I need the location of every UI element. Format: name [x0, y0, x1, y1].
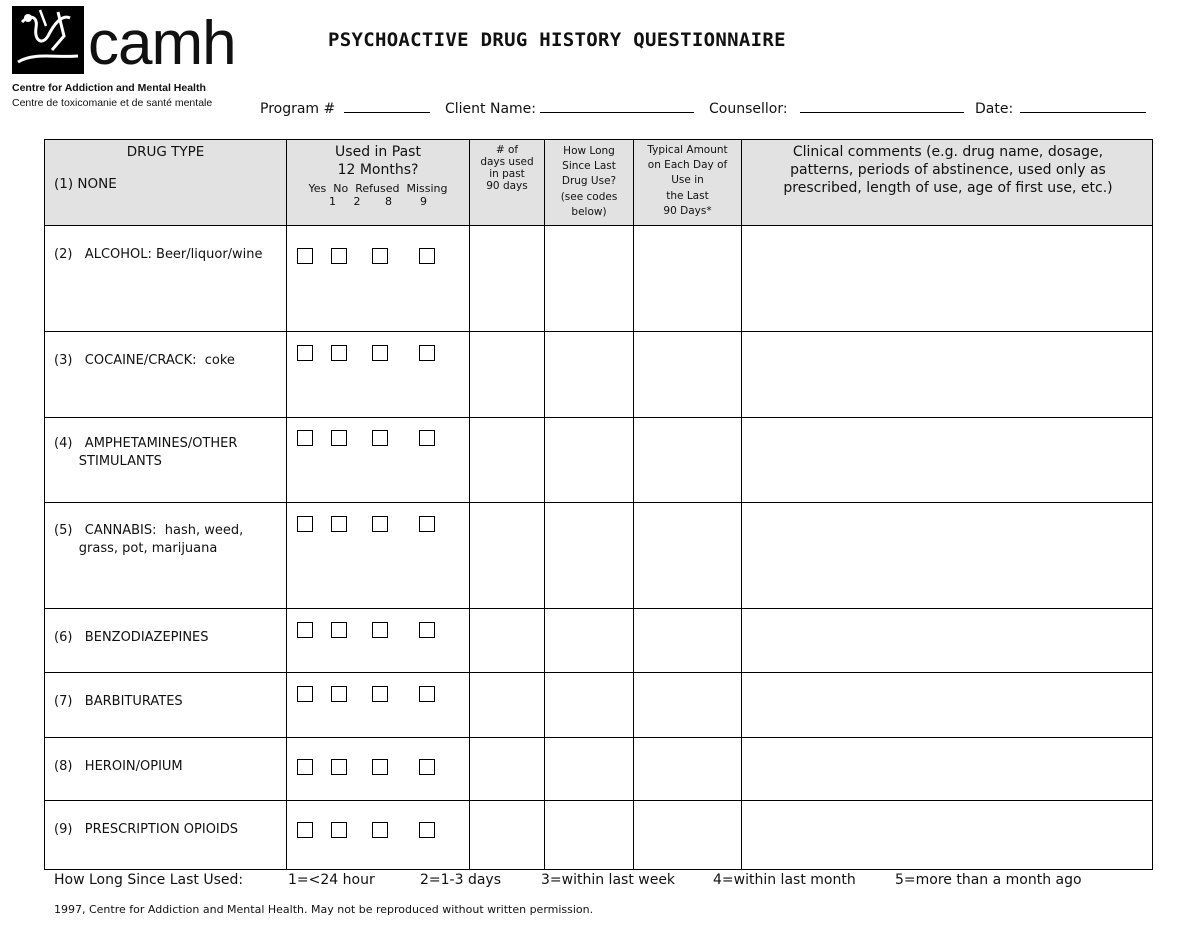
- checkbox-cocaine-refused[interactable]: [372, 345, 388, 361]
- header-used-codes: Yes No Refused Missing: [308, 182, 448, 195]
- row-label-amphetamines: (4) AMPHETAMINES/OTHER STIMULANTS: [54, 436, 238, 469]
- row-divider: [45, 331, 1152, 332]
- checkbox-heroin-refused[interactable]: [372, 759, 388, 775]
- header-used-past-12-months: [287, 144, 469, 210]
- header-how-long: How Long Since Last Drug Use? (see codes below): [560, 145, 618, 218]
- header-days-used: # of days used in past 90 days: [480, 144, 534, 193]
- checkbox-benzodiazepines-no[interactable]: [331, 622, 347, 638]
- camh-logo: [12, 6, 236, 112]
- row-divider: [45, 502, 1152, 503]
- row-divider: [45, 608, 1152, 609]
- checkbox-benzodiazepines-yes[interactable]: [297, 622, 313, 638]
- counsellor-field[interactable]: [709, 98, 964, 117]
- checkbox-prescription-opioids-missing[interactable]: [419, 822, 435, 838]
- program-label: Program #: [260, 101, 336, 117]
- checkbox-prescription-opioids-no[interactable]: [331, 822, 347, 838]
- header-used-line1: Used in Past: [335, 144, 421, 160]
- checkbox-amphetamines-no[interactable]: [331, 430, 347, 446]
- form-title: PSYCHOACTIVE DRUG HISTORY QUESTIONNAIRE: [328, 29, 786, 51]
- camh-wordmark: camh: [88, 9, 236, 78]
- checkbox-cocaine-no[interactable]: [331, 345, 347, 361]
- checkbox-barbiturates-no[interactable]: [331, 686, 347, 702]
- row-divider: [45, 672, 1152, 673]
- legend-code-5: 5=more than a month ago: [895, 872, 1082, 888]
- checkbox-alcohol-yes[interactable]: [297, 248, 313, 264]
- checkbox-cannabis-refused[interactable]: [372, 516, 388, 532]
- column-divider: [544, 140, 545, 869]
- header-used-code-numbers: 1 2 8 9: [329, 195, 427, 209]
- header-used-line2: 12 Months?: [337, 161, 419, 178]
- client-name-label: Client Name:: [445, 101, 536, 117]
- counsellor-label: Counsellor:: [709, 101, 788, 117]
- header-drug-type-label: DRUG TYPE: [126, 144, 205, 160]
- org-name-english: Centre for Addiction and Mental Health: [12, 82, 206, 94]
- client-name-field[interactable]: [445, 98, 694, 117]
- row-label-cocaine: (3) COCAINE/CRACK: coke: [54, 353, 235, 368]
- row-divider: [45, 417, 1152, 418]
- legend-code-1: 1=<24 hour: [288, 872, 375, 888]
- row-divider: [45, 225, 1152, 226]
- checkbox-barbiturates-missing[interactable]: [419, 686, 435, 702]
- row-label-heroin: (8) HEROIN/OPIUM: [54, 759, 183, 774]
- header-none-option: (1) NONE: [54, 175, 117, 192]
- checkbox-barbiturates-refused[interactable]: [372, 686, 388, 702]
- drug-history-table: [44, 139, 1153, 870]
- checkbox-alcohol-refused[interactable]: [372, 248, 388, 264]
- checkbox-alcohol-no[interactable]: [331, 248, 347, 264]
- copyright-notice: 1997, Centre for Addiction and Mental Health. May not be reproduced without written permission.: [54, 903, 594, 916]
- camh-logo-mark: [12, 6, 84, 74]
- checkbox-benzodiazepines-missing[interactable]: [419, 622, 435, 638]
- legend-code-3: 3=within last week: [541, 872, 676, 888]
- row-label-barbiturates: (7) BARBITURATES: [54, 694, 183, 709]
- checkbox-cocaine-missing[interactable]: [419, 345, 435, 361]
- column-divider: [286, 140, 287, 869]
- column-divider: [469, 140, 470, 869]
- checkbox-heroin-yes[interactable]: [297, 759, 313, 775]
- date-label: Date:: [975, 101, 1014, 117]
- org-name-french: Centre de toxicomanie et de santé mentale: [12, 97, 213, 109]
- row-divider: [45, 737, 1152, 738]
- row-label-alcohol: (2) ALCOHOL: Beer/liquor/wine: [54, 247, 263, 262]
- checkbox-amphetamines-missing[interactable]: [419, 430, 435, 446]
- checkbox-heroin-no[interactable]: [331, 759, 347, 775]
- counsellor-blank[interactable]: [800, 98, 964, 113]
- date-field[interactable]: [975, 98, 1146, 117]
- program-blank[interactable]: [344, 98, 430, 113]
- date-blank[interactable]: [1020, 98, 1146, 113]
- client-name-blank[interactable]: [540, 98, 694, 113]
- checkbox-alcohol-missing[interactable]: [419, 248, 435, 264]
- checkbox-cannabis-yes[interactable]: [297, 516, 313, 532]
- program-field[interactable]: [260, 98, 430, 117]
- checkbox-prescription-opioids-refused[interactable]: [372, 822, 388, 838]
- checkbox-amphetamines-refused[interactable]: [372, 430, 388, 446]
- checkbox-prescription-opioids-yes[interactable]: [297, 822, 313, 838]
- checkbox-cocaine-yes[interactable]: [297, 345, 313, 361]
- row-label-benzodiazepines: (6) BENZODIAZEPINES: [54, 630, 209, 645]
- legend-code-4: 4=within last month: [713, 872, 856, 888]
- row-label-cannabis: (5) CANNABIS: hash, weed, grass, pot, marijuana: [54, 523, 244, 556]
- checkbox-heroin-missing[interactable]: [419, 759, 435, 775]
- checkbox-barbiturates-yes[interactable]: [297, 686, 313, 702]
- checkbox-benzodiazepines-refused[interactable]: [372, 622, 388, 638]
- header-clinical-comments: Clinical comments (e.g. drug name, dosage, patterns, periods of abstinence, used only as prescribed, length of use, age of first use, etc.): [783, 144, 1113, 197]
- legend-intro: How Long Since Last Used:: [54, 872, 244, 888]
- row-label-prescription-opioids: (9) PRESCRIPTION OPIOIDS: [54, 822, 239, 837]
- checkbox-cannabis-no[interactable]: [331, 516, 347, 532]
- row-divider: [45, 800, 1152, 801]
- column-divider: [633, 140, 634, 869]
- header-typical-amount: Typical Amount on Each Day of Use in the Last 90 Days*: [647, 144, 728, 217]
- checkbox-amphetamines-yes[interactable]: [297, 430, 313, 446]
- column-divider: [741, 140, 742, 869]
- header-drug-type: [45, 144, 286, 193]
- checkbox-cannabis-missing[interactable]: [419, 516, 435, 532]
- legend-code-2: 2=1-3 days: [420, 872, 501, 888]
